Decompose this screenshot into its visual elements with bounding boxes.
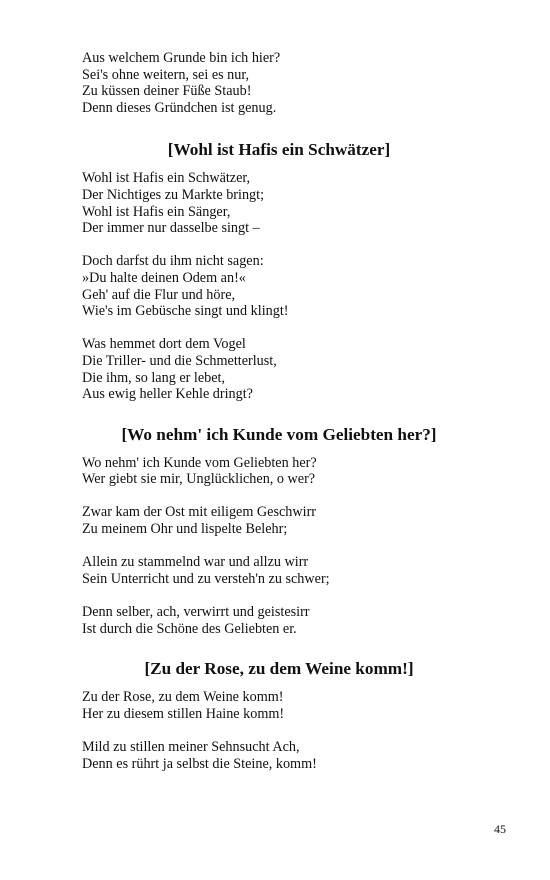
verse-line: Geh' auf die Flur und höre, [82,286,236,303]
verse-line: Der immer nur dasselbe singt – [82,220,260,237]
opening-stanza [82,50,462,116]
verse-line: Der Nichtiges zu Markte bringt; [82,186,265,203]
verse-line: Die ihm, so lang er lebet, [82,369,226,386]
verse-line: Wo nehm' ich Kunde vom Geliebten her? [82,454,317,471]
verse-line: Wohl ist Hafis ein Schwätzer, [82,170,251,187]
verse-line: Zwar kam der Ost mit eiligem Geschwirr [82,504,317,521]
poem [82,689,462,772]
verse-line: Was hemmet dort dem Vogel [82,336,246,353]
verse-line: Her zu diesem stillen Haine komm! [82,705,285,722]
verse-line: Mild zu stillen meiner Sehnsucht Ach, [82,739,300,755]
stanza [82,604,462,637]
poem-title: [Zu der Rose, zu dem Weine komm!] [144,659,414,679]
verse-line: Doch darfst du ihm nicht sagen: [82,253,264,270]
page-content [82,50,462,772]
verse-line: Denn selber, ach, verwirrt und geistesirr [82,604,310,621]
verse-line: Aus welchem Grunde bin ich hier? [82,50,281,66]
verse-line: Die Triller- und die Schmetterlust, [82,352,277,369]
page-number: 45 [494,822,506,836]
stanza [82,689,462,722]
stanza [82,739,462,772]
stanza [82,504,462,537]
verse-line: Ist durch die Schöne des Geliebten er. [82,620,297,637]
verse-line: Denn dieses Gründchen ist genug. [82,99,277,116]
stanza [82,170,462,236]
verse-line: Aus ewig heller Kehle dringt? [82,386,253,403]
verse-line: Denn es rührt ja selbst die Steine, komm! [82,755,317,772]
stanza [82,336,462,402]
verse-line: Wer giebt sie mir, Unglücklichen, o wer? [82,471,316,488]
verse-line: Zu küssen deiner Füße Staub! [82,83,252,100]
poem [82,455,462,638]
stanza [82,455,462,488]
stanza [82,253,462,319]
verse-line: Zu meinem Ohr und lispelte Belehr; [82,521,288,538]
poem-title: [Wo nehm' ich Kunde vom Geliebten her?] [121,424,437,444]
verse-line: Sein Unterricht und zu versteh'n zu schwer; [82,570,330,587]
poem [82,170,462,402]
verse-line: Zu der Rose, zu dem Weine komm! [82,689,284,706]
poem-title: [Wohl ist Hafis ein Schwätzer] [167,140,391,160]
verse-line: Allein zu stammelnd war und allzu wirr [82,554,309,571]
stanza [82,554,462,587]
verse-line: »Du halte deinen Odem an!« [82,269,246,286]
verse-line: Sei's ohne weitern, sei es nur, [82,66,250,83]
verse-line: Wohl ist Hafis ein Sänger, [82,203,231,220]
verse-line: Wie's im Gebüsche singt und klingt! [82,303,289,320]
